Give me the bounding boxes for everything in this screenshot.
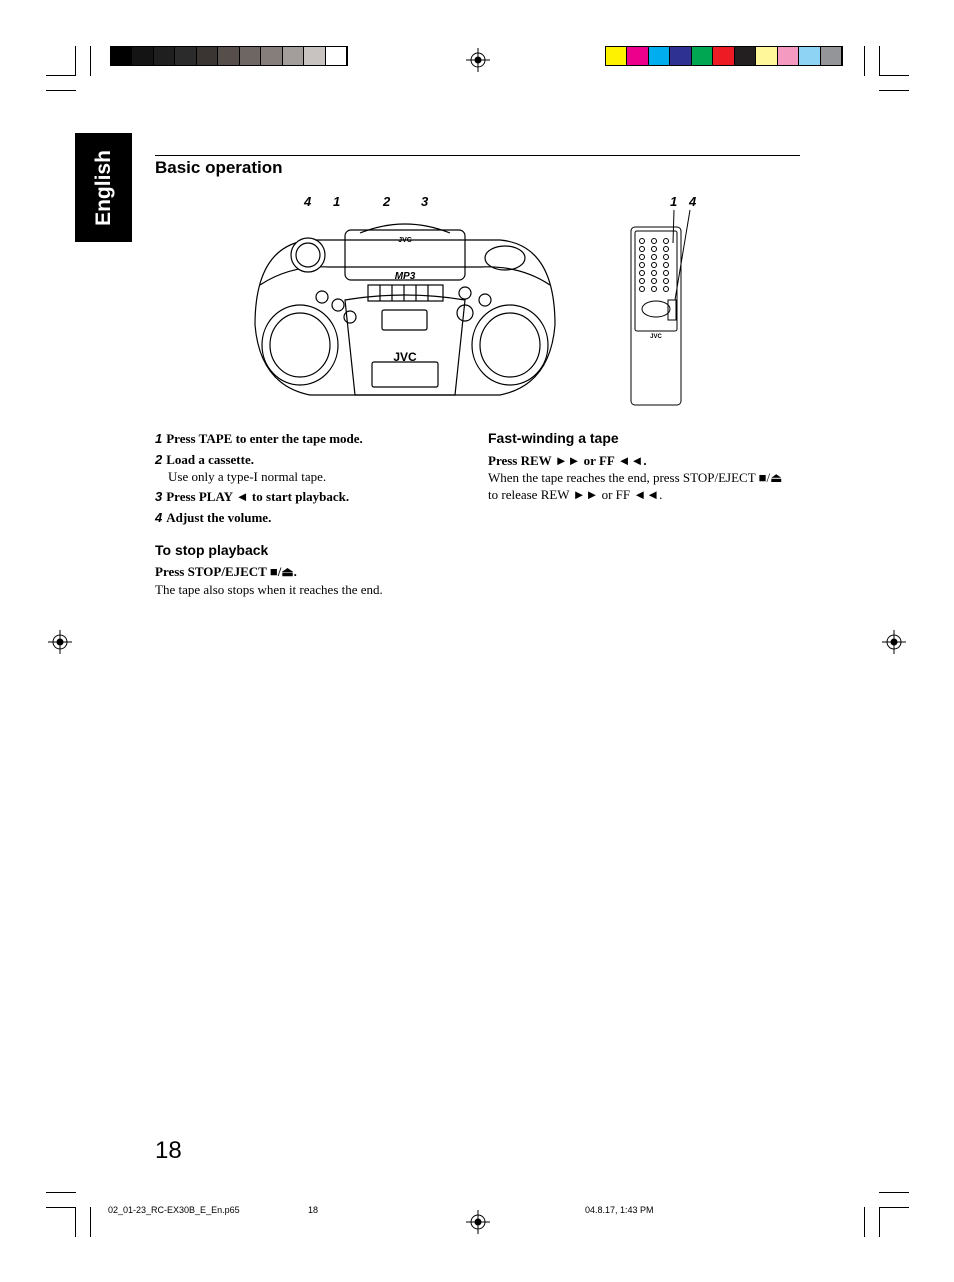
remote-button (664, 271, 669, 276)
boombox-brand-small: JVC (398, 237, 412, 244)
gray-bar-swatch (261, 47, 282, 65)
remote-button (640, 279, 645, 284)
registration-mark-left (48, 630, 72, 654)
section-rule (155, 155, 800, 156)
callout-play: 3 (421, 194, 429, 209)
remote-button (652, 263, 657, 268)
stop-note: The tape also stops when it reaches the end. (155, 582, 383, 597)
color-bar-swatch (713, 47, 734, 65)
step-1: 1 Press TAPE to enter the tape mode. (155, 431, 363, 446)
remote-brand: JVC (650, 334, 662, 340)
remote-button (652, 279, 657, 284)
callout-volume: 4 (304, 194, 312, 209)
color-bar-swatch (649, 47, 670, 65)
color-bar (605, 46, 843, 66)
remote-button (640, 255, 645, 260)
gray-bar-swatch (283, 47, 304, 65)
step-4: 4 Adjust the volume. (155, 510, 272, 525)
color-bar-swatch (735, 47, 756, 65)
step-2: 2 Load a cassette. (155, 452, 254, 467)
gray-bar-swatch (326, 47, 347, 65)
callout-remote-volume: 4 (689, 194, 697, 209)
stop-heading: To stop playback (155, 542, 269, 558)
footer-file: 02_01-23_RC-EX30B_E_En.p65 (108, 1205, 240, 1215)
language-tab-label: English (91, 149, 115, 226)
color-bar-swatch (821, 47, 842, 65)
gray-bar-swatch (197, 47, 218, 65)
step-3: 3 Press PLAY ◄ to start playback. (155, 489, 350, 504)
step-2-note: Use only a type-I normal tape. (168, 469, 327, 484)
callout-tape: 1 (333, 194, 341, 209)
fastwind-note-2: to release REW ►► or FF ◄◄. (488, 487, 663, 502)
registration-mark-bottom (466, 1210, 490, 1234)
fastwind-heading: Fast-winding a tape (488, 430, 619, 446)
registration-mark-right (882, 630, 906, 654)
registration-mark-top (466, 48, 490, 72)
remote-button (664, 255, 669, 260)
color-bar-swatch (670, 47, 691, 65)
remote-button (640, 271, 645, 276)
color-bar-swatch (799, 47, 820, 65)
gray-bar-swatch (218, 47, 239, 65)
remote-button (652, 247, 657, 252)
remote-button (664, 287, 669, 292)
boombox-brand-large: JVC (393, 350, 417, 364)
remote-button (652, 255, 657, 260)
gray-bar-swatch (111, 47, 132, 65)
boombox-mp3-logo: MP3 (394, 271, 416, 282)
remote-button (640, 239, 645, 244)
color-bar-swatch (692, 47, 713, 65)
color-bar-swatch (778, 47, 799, 65)
section-title: Basic operation (155, 158, 283, 177)
remote-button (652, 271, 657, 276)
remote-button (664, 263, 669, 268)
remote-button (640, 263, 645, 268)
color-bar-swatch (606, 47, 627, 65)
color-bar-swatch (756, 47, 777, 65)
remote-button (664, 247, 669, 252)
gray-bar-swatch (175, 47, 196, 65)
grayscale-bar (110, 46, 348, 66)
gray-bar-swatch (304, 47, 325, 65)
page-number: 18 (155, 1137, 182, 1164)
remote-button (652, 287, 657, 292)
remote-button (664, 239, 669, 244)
remote-button (640, 247, 645, 252)
fastwind-instruction: Press REW ►► or FF ◄◄. (488, 453, 647, 468)
callout-remote-tape: 1 (670, 194, 678, 209)
language-tab (75, 133, 132, 242)
gray-bar-swatch (132, 47, 153, 65)
remote-button (640, 287, 645, 292)
remote-button (664, 279, 669, 284)
gray-bar-swatch (240, 47, 261, 65)
fastwind-note-1: When the tape reaches the end, press STOP/EJECT ■/⏏ (488, 470, 783, 485)
footer-page: 18 (308, 1205, 319, 1215)
remote-illustration (628, 205, 708, 410)
remote-button (652, 239, 657, 244)
boombox-illustration (250, 205, 560, 405)
callout-cassette: 2 (383, 194, 391, 209)
color-bar-swatch (627, 47, 648, 65)
gray-bar-swatch (154, 47, 175, 65)
footer-timestamp: 04.8.17, 1:43 PM (585, 1205, 654, 1215)
stop-instruction: Press STOP/EJECT ■/⏏. (155, 564, 297, 579)
